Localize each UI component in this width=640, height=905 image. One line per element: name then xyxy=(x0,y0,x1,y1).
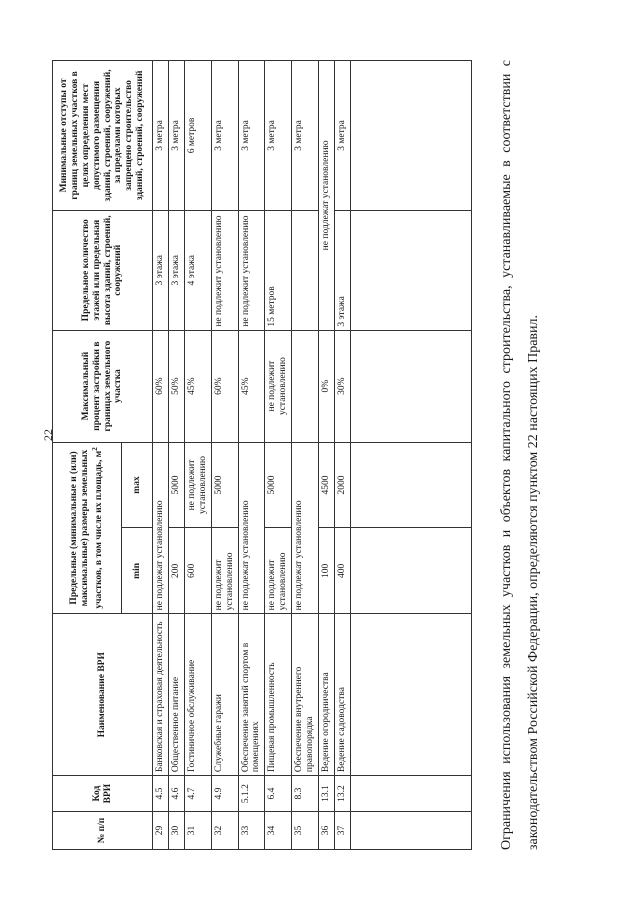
cell-setback: 3 метра xyxy=(168,61,184,211)
cell-percent xyxy=(292,330,319,442)
header-floors: Предельное количество этажей или предельная высота зданий, строений, сооружений xyxy=(53,210,153,330)
table-row-blank xyxy=(350,61,471,850)
cell-minmax: не подлежат установлению xyxy=(292,442,319,614)
cell-max: 5000 xyxy=(211,442,238,528)
cell-name: Служебные гаражи xyxy=(211,614,238,776)
cell-name: Общественное питание xyxy=(168,614,184,776)
cell-percent: 50% xyxy=(168,330,184,442)
cell-name: Гостиничное обслуживание xyxy=(184,614,211,776)
cell-blank xyxy=(350,210,471,330)
cell-code: 4.6 xyxy=(168,776,184,812)
regulations-table xyxy=(52,60,472,850)
cell-min: 200 xyxy=(168,528,184,614)
cell-floors: не подлежит установлению xyxy=(211,210,238,330)
cell-name: Ведение садоводства xyxy=(334,614,350,776)
cell-code: 5.1.2 xyxy=(238,776,265,812)
cell-max: 5000 xyxy=(265,442,292,528)
cell-name: Банковская и страховая деятельность xyxy=(153,614,169,776)
cell-name: Обеспечение внутреннего правопорядка xyxy=(292,614,319,776)
cell-max: не подлежит установлению xyxy=(184,442,211,528)
cell-code: 8.3 xyxy=(292,776,319,812)
cell-floors: 15 метров xyxy=(265,210,292,330)
cell-num: 36 xyxy=(319,812,335,850)
cell-setback: 3 метра xyxy=(153,61,169,211)
header-code: Код ВРИ xyxy=(53,776,153,812)
cell-name: Ведение огородничества xyxy=(319,614,335,776)
cell-blank xyxy=(350,812,471,850)
cell-code: 13.1 xyxy=(319,776,335,812)
cell-num: 31 xyxy=(184,812,211,850)
header-name: Наименование ВРИ xyxy=(53,614,153,776)
cell-blank xyxy=(350,61,471,211)
header-max: max xyxy=(122,442,153,528)
cell-num: 37 xyxy=(334,812,350,850)
cell-name: Пищевая промышленность xyxy=(265,614,292,776)
cell-num: 33 xyxy=(238,812,265,850)
cell-percent: не подлежит установлению xyxy=(265,330,292,442)
cell-setback: 3 метра xyxy=(265,61,292,211)
cell-minmax: не подлежат установлению xyxy=(238,442,265,614)
cell-min: 100 xyxy=(319,528,335,614)
header-size-unit-exponent: 2 xyxy=(90,447,99,451)
table-row xyxy=(184,61,211,850)
cell-floors: 4 этажа xyxy=(184,210,211,330)
cell-blank xyxy=(350,614,471,776)
cell-percent: 45% xyxy=(238,330,265,442)
cell-num: 35 xyxy=(292,812,319,850)
rotated-page-content xyxy=(52,60,557,850)
cell-floors-setback: не подлежат установлению xyxy=(319,61,335,331)
table-row xyxy=(265,61,292,850)
table-row xyxy=(334,61,350,850)
cell-blank xyxy=(350,776,471,812)
cell-floors: 3 этажа xyxy=(153,210,169,330)
cell-blank xyxy=(350,330,471,442)
cell-code: 4.9 xyxy=(211,776,238,812)
table-row xyxy=(292,61,319,850)
cell-max: 5000 xyxy=(168,442,184,528)
cell-setback: 3 метра xyxy=(238,61,265,211)
header-size-group-text: Предельные (минимальные и (или) максимальные) размеры земельных участков, в том числе их площадь, м xyxy=(69,449,105,609)
cell-min: 400 xyxy=(334,528,350,614)
cell-setback: 3 метра xyxy=(334,61,350,211)
cell-setback: 3 метра xyxy=(292,61,319,211)
table-row xyxy=(211,61,238,850)
cell-num: 30 xyxy=(168,812,184,850)
table-row xyxy=(319,61,335,850)
cell-floors: не подлежит установлению xyxy=(238,210,265,330)
header-percent: Максимальный процент застройки в границах земельного участка xyxy=(53,330,153,442)
cell-max: 2000 xyxy=(334,442,350,528)
restrictions-note: Ограничения использования земельных участков и объектов капитального строительства, устанавливаемые в соответствии с законодательством Российской Федерации, определяются пунктом 22 настоящих Правил. xyxy=(498,60,541,850)
cell-num: 32 xyxy=(211,812,238,850)
cell-blank xyxy=(350,528,471,614)
cell-max: 4500 xyxy=(319,442,335,528)
table-row xyxy=(238,61,265,850)
cell-setback: 6 метров xyxy=(184,61,211,211)
header-num: № п/п xyxy=(53,812,153,850)
header-setback: Минимальные отступы от границ земельных участков в целях определения мест допустимого размещения зданий, строений, сооружений, за пределами которых запрещено строительство зданий, строений, сооружений xyxy=(53,61,153,211)
cell-num: 34 xyxy=(265,812,292,850)
cell-percent: 30% xyxy=(334,330,350,442)
cell-percent: 60% xyxy=(153,330,169,442)
cell-min: не подлежит установлению xyxy=(211,528,238,614)
cell-min: не подлежит установлению xyxy=(265,528,292,614)
cell-code: 6.4 xyxy=(265,776,292,812)
cell-setback: 3 метра xyxy=(211,61,238,211)
cell-floors xyxy=(292,210,319,330)
cell-code: 4.7 xyxy=(184,776,211,812)
cell-num: 29 xyxy=(153,812,169,850)
cell-min: 600 xyxy=(184,528,211,614)
cell-code: 4.5 xyxy=(153,776,169,812)
cell-floors: 3 этажа xyxy=(168,210,184,330)
header-min: min xyxy=(122,528,153,614)
cell-minmax: не подлежат установлению xyxy=(153,442,169,614)
cell-code: 13.2 xyxy=(334,776,350,812)
table-row xyxy=(168,61,184,850)
cell-floors: 3 этажа xyxy=(334,210,350,330)
table-row xyxy=(153,61,169,850)
cell-percent: 60% xyxy=(211,330,238,442)
cell-percent: 0% xyxy=(319,330,335,442)
cell-name: Обеспечение занятий спортом в помещениях xyxy=(238,614,265,776)
cell-blank xyxy=(350,442,471,528)
page-number: 22 xyxy=(41,429,55,441)
header-size-group xyxy=(53,442,122,614)
cell-percent: 45% xyxy=(184,330,211,442)
